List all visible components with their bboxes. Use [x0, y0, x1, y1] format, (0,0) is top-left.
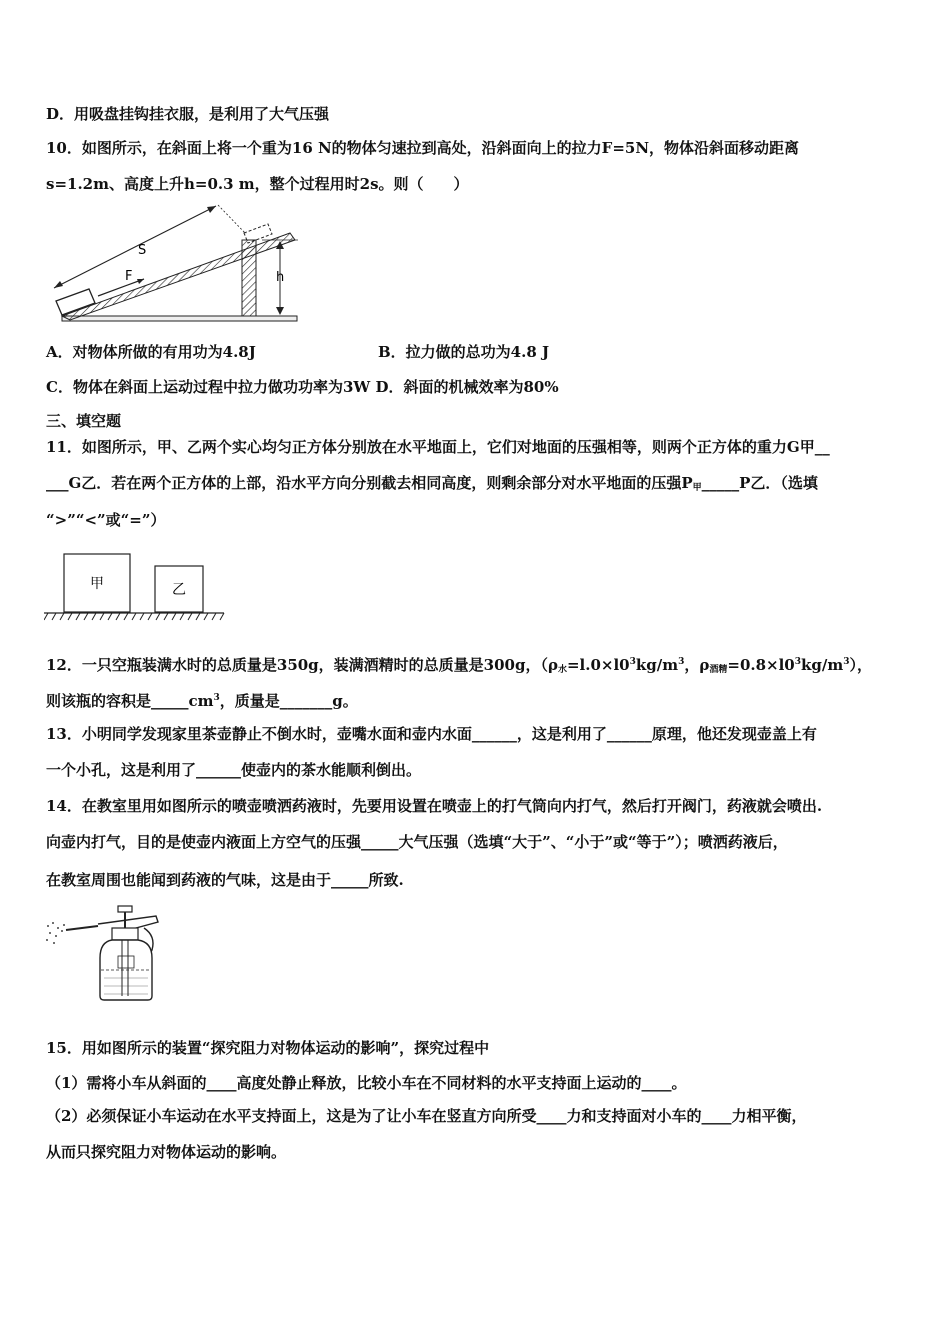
q14-line3: 在教室周围也能闻到药液的气味，这是由于_____所致.	[46, 871, 404, 889]
q15-part2: （2）必须保证小车运动在水平支持面上，这是为了让小车在竖直方向所受____力和支持面对小车的____力相平衡，	[46, 1107, 807, 1125]
cubes-figure	[44, 552, 226, 622]
q13-line1: 13．小明同学发现家里茶壶静止不倒水时，壶嘴水面和壶内水面______，这是利用了______原理，他还发现壶盖上有	[46, 725, 817, 743]
q15-line1: 15．用如图所示的装置“探究阻力对物体运动的影响”，探究过程中	[46, 1039, 490, 1057]
q12-line1: 12．一只空瓶装满水时的总质量是350g，装满酒精时的总质量是300g，（$\rho_水=l.0\times l0^3kg/m^3$，$\rho_{酒精}=0.8\times l0^3kg/m^3$），	[46, 656, 873, 675]
q10-option-cd: C．物体在斜面上运动过程中拉力做功功率为3W D．斜面的机械效率为80%	[46, 378, 559, 396]
cube-jia-label: 甲	[90, 576, 104, 592]
distance-label: S	[138, 243, 147, 258]
section-heading: 三、填空题	[46, 412, 122, 430]
q10-option-b: B．拉力做的总功为4.8 J	[378, 343, 550, 361]
option-d-q9: D．用吸盘挂钩挂衣服，是利用了大气压强	[46, 105, 330, 123]
q14-line2: 向壶内打气，目的是使壶内液面上方空气的压强_____大气压强（选填“大于”、“小于”或“等于”）；喷洒药液后，	[46, 833, 788, 851]
q12-line2: 则该瓶的容积是$\_\_\_\_\_cm^3$，质量是_______g。	[46, 692, 358, 710]
incline-figure	[40, 200, 305, 325]
sprayer-figure	[44, 898, 168, 1004]
height-label: h	[276, 270, 285, 285]
q11-line3: “>”“<”或“=”）	[46, 511, 166, 529]
q10-stem-line2: s=1.2m、高度上升h=0.3 m，整个过程用时2s。则（ ）	[46, 175, 469, 193]
q11-line2: ___G乙．若在两个正方体的上部，沿水平方向分别截去相同高度，则剩余部分对水平地面的压强$P_甲\_\_\_\_\_P$乙．（选填	[46, 474, 818, 493]
q10-option-a: A．对物体所做的有用功为4.8J	[46, 343, 256, 361]
q10-stem-line1: 10．如图所示，在斜面上将一个重为16 N的物体匀速拉到高处，沿斜面向上的拉力F=5N，物体沿斜面移动距离	[46, 139, 800, 157]
q13-line2: 一个小孔，这是利用了______使壶内的茶水能顺利倒出。	[46, 761, 422, 779]
cube-yi-label: 乙	[172, 582, 186, 598]
q11-line1: 11．如图所示，甲、乙两个实心均匀正方体分别放在水平地面上，它们对地面的压强相等，则两个正方体的重力G甲__	[46, 438, 830, 456]
q15-part2-cont: 从而只探究阻力对物体运动的影响。	[46, 1143, 287, 1161]
q14-line1: 14．在教室里用如图所示的喷壶喷洒药液时，先要用设置在喷壶上的打气筒向内打气，然后打开阀门，药液就会喷出.	[46, 797, 823, 815]
force-label: F	[125, 269, 133, 284]
q15-part1: （1）需将小车从斜面的____高度处静止释放，比较小车在不同材料的水平支持面上运动的____。	[46, 1074, 687, 1092]
